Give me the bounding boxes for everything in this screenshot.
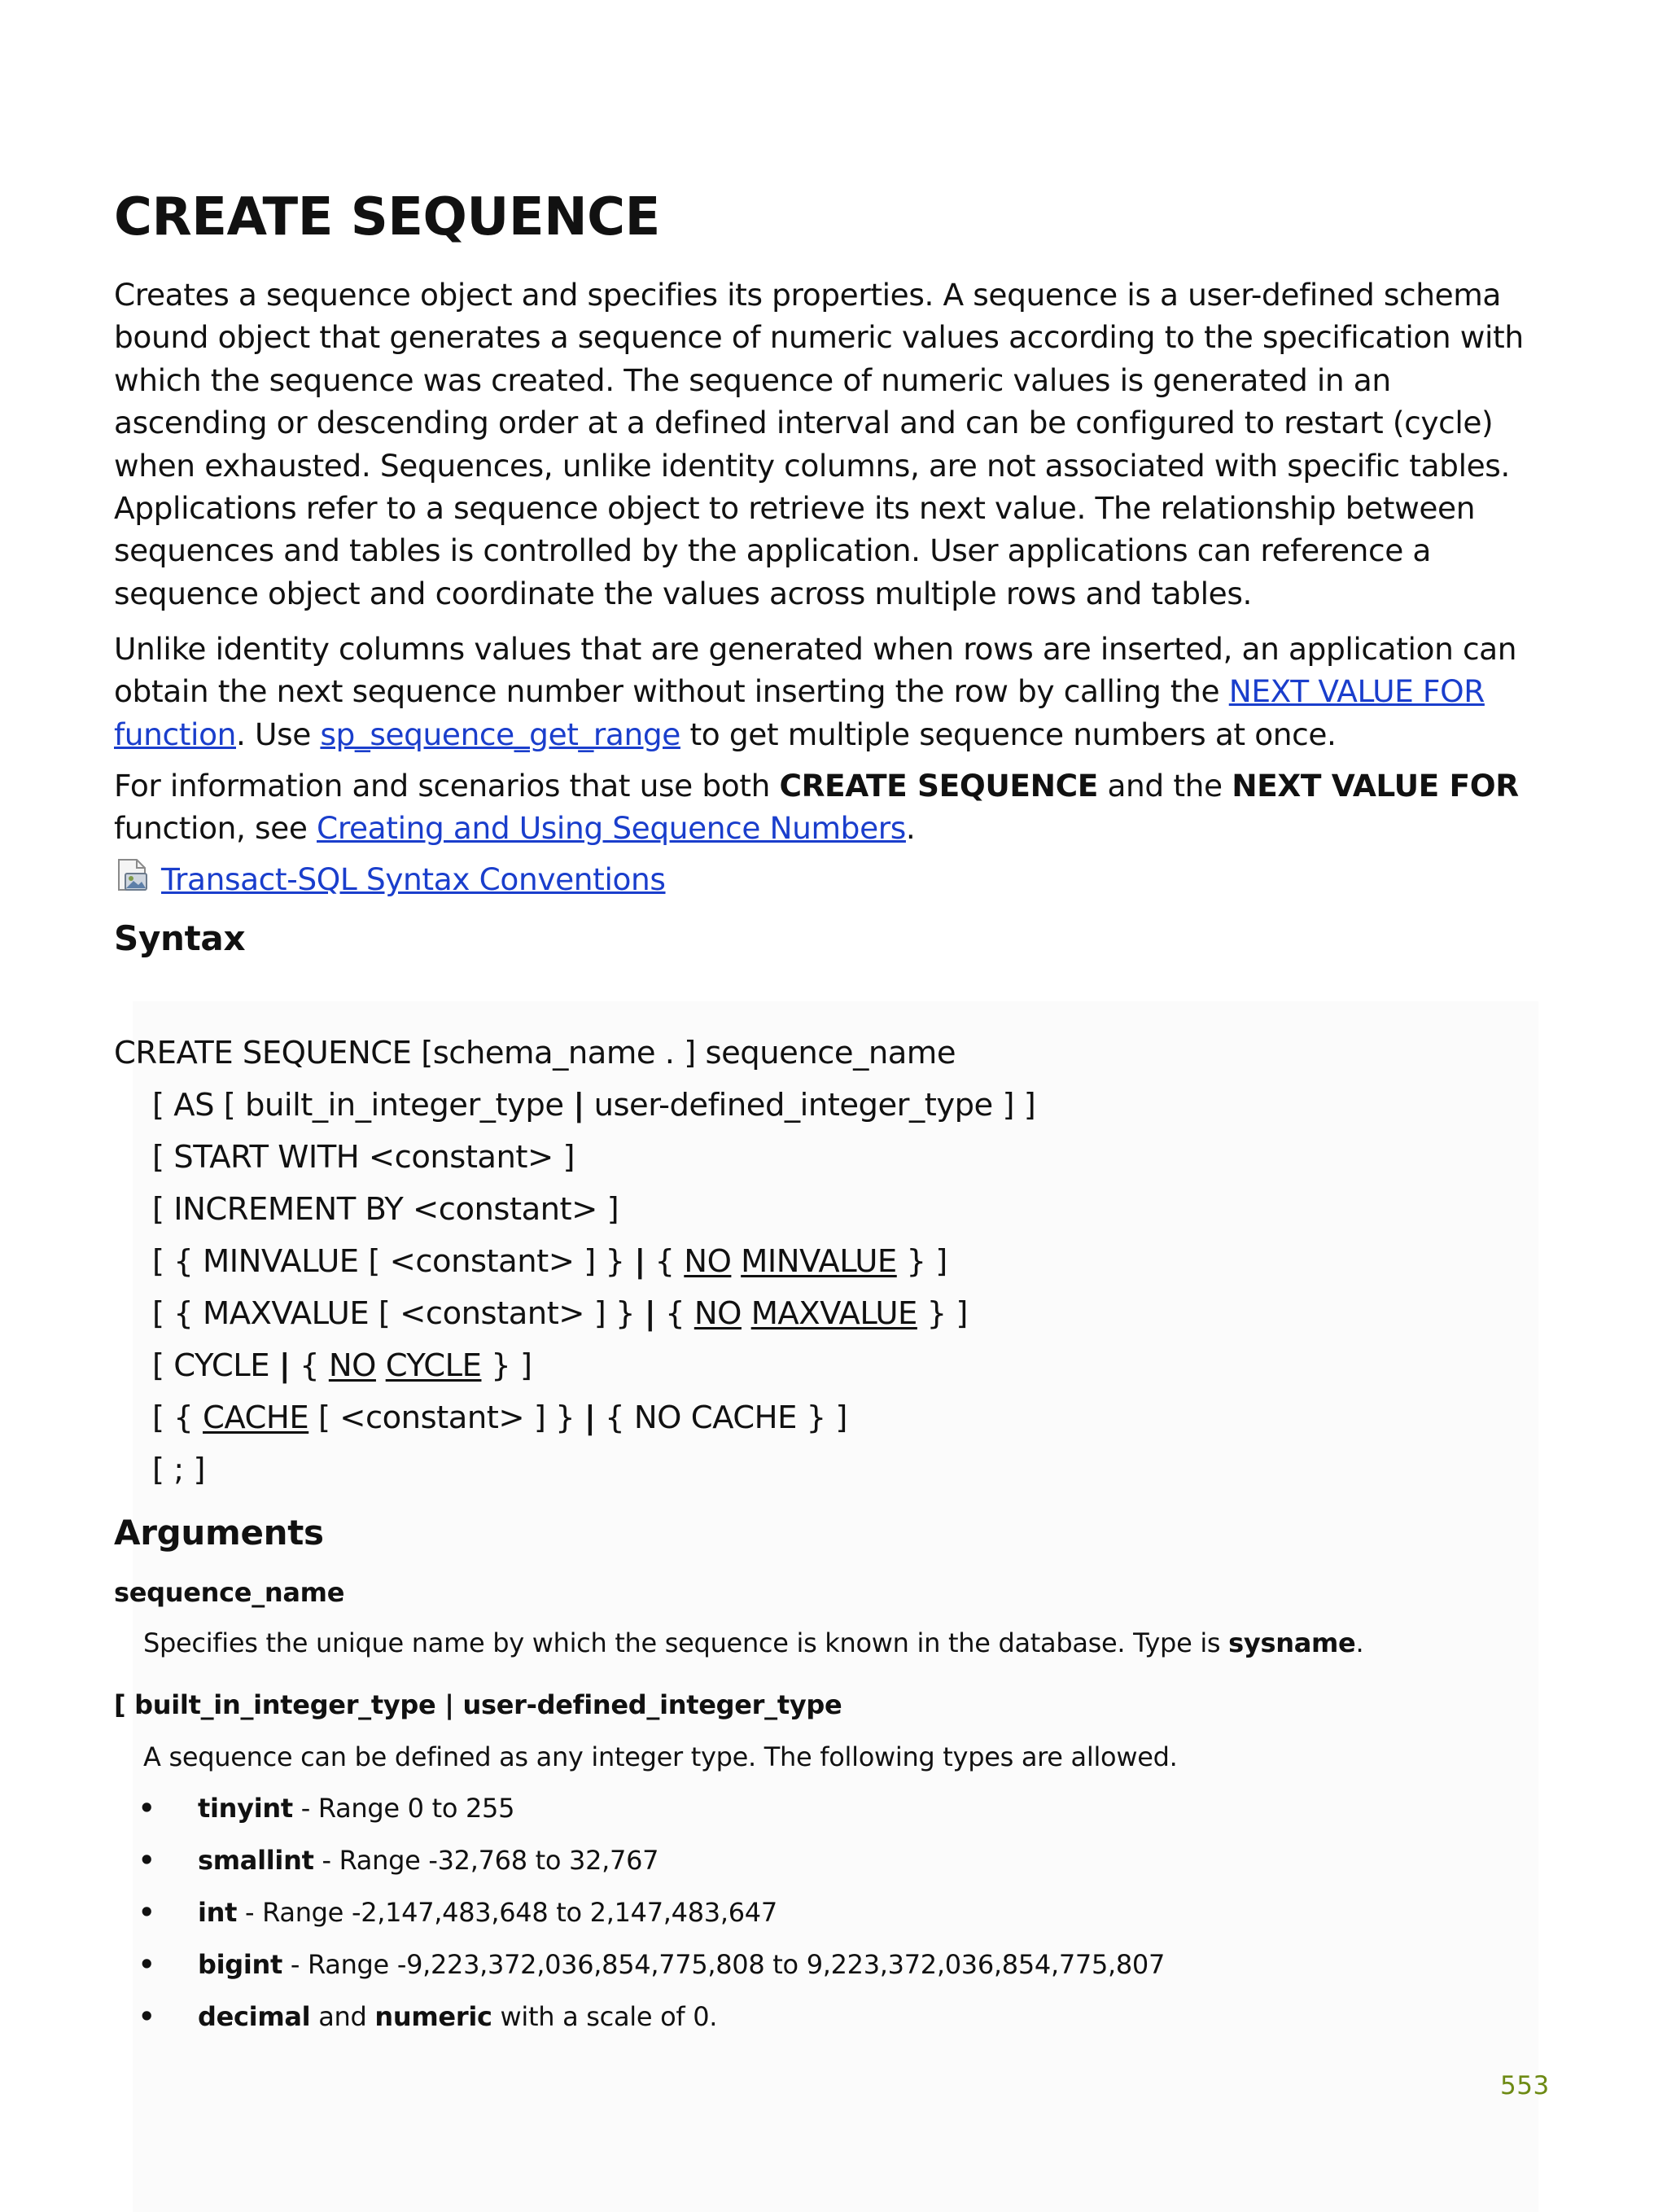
syntax-line-4: [ INCREMENT BY <constant> ] <box>152 1191 619 1228</box>
syntax-heading: Syntax <box>114 918 246 958</box>
syntax-line-3: [ START WITH <constant> ] <box>152 1139 575 1176</box>
broken-image-icon <box>114 857 151 895</box>
argument-description-integer-type: A sequence can be defined as any integer type. The following types are allowed. <box>143 1741 1178 1772</box>
list-item-tinyint: • tinyint - Range 0 to 255 <box>138 1793 515 1824</box>
page-number: 553 <box>1500 2071 1550 2100</box>
transact-sql-conventions-link[interactable]: Transact-SQL Syntax Conventions <box>161 861 666 897</box>
creating-sequence-numbers-link[interactable]: Creating and Using Sequence Numbers <box>317 810 906 847</box>
list-item-decimal-numeric: • decimal and numeric with a scale of 0. <box>138 2001 718 2032</box>
syntax-line-1: CREATE SEQUENCE [schema_name . ] sequence_name <box>114 1035 956 1071</box>
list-item-smallint: • smallint - Range -32,768 to 32,767 <box>138 1845 659 1876</box>
syntax-line-6: [ { MAXVALUE [ <constant> ] } | { NO MAXVALUE } ] <box>152 1295 968 1332</box>
syntax-line-9: [ ; ] <box>152 1452 205 1488</box>
next-value-for-link[interactable]: NEXT VALUE FOR function <box>114 673 1485 752</box>
arguments-heading: Arguments <box>114 1513 324 1553</box>
argument-description-sequence-name: Specifies the unique name by which the sequence is known in the database. Type is sysname. <box>143 1627 1364 1658</box>
intro-paragraph-1: Creates a sequence object and specifies its properties. A sequence is a user-defined schema bound object that generates a sequence of numeric values according to the specification with which the sequence was created. The sequence of numeric values is generated in an ascending or descending order at a defined interval and can be configured to restart (cycle) when exhausted. Sequences, unlike identity columns, are not associated with specific tables. Applications refer to a sequence object to retrieve its next value. The relationship between sequences and tables is controlled by the application. User applications can reference a sequence object and coordinate the values across multiple rows and tables. <box>114 277 1524 611</box>
syntax-line-8: [ { CACHE [ <constant> ] } | { NO CACHE } ] <box>152 1399 847 1436</box>
syntax-conventions-row <box>114 855 666 904</box>
sp-sequence-get-range-link[interactable]: sp_sequence_get_range <box>320 716 680 752</box>
list-item-bigint: • bigint - Range -9,223,372,036,854,775,808 to 9,223,372,036,854,775,807 <box>138 1949 1166 1980</box>
syntax-line-5: [ { MINVALUE [ <constant> ] } | { NO MINVALUE } ] <box>152 1243 947 1280</box>
list-item-int: • int - Range -2,147,483,648 to 2,147,483,647 <box>138 1897 777 1928</box>
intro-paragraph-2: Unlike identity columns values that are generated when rows are inserted, an application can obtain the next sequence number without inserting the row by calling the NEXT VALUE FOR function. Use sp_sequence_get_range to get multiple sequence numbers at once. <box>114 631 1517 752</box>
argument-name-integer-type: [ built_in_integer_type | user-defined_integer_type <box>114 1689 842 1720</box>
intro-paragraph-3: For information and scenarios that use both CREATE SEQUENCE and the NEXT VALUE FOR function, see Creating and Using Sequence Numbers. <box>114 768 1519 847</box>
syntax-line-7: [ CYCLE | { NO CYCLE } ] <box>152 1347 532 1384</box>
syntax-line-2: [ AS [ built_in_integer_type | user-defined_integer_type ] ] <box>152 1087 1036 1124</box>
page-title: CREATE SEQUENCE <box>114 187 660 247</box>
argument-name-sequence-name: sequence_name <box>114 1577 345 1608</box>
